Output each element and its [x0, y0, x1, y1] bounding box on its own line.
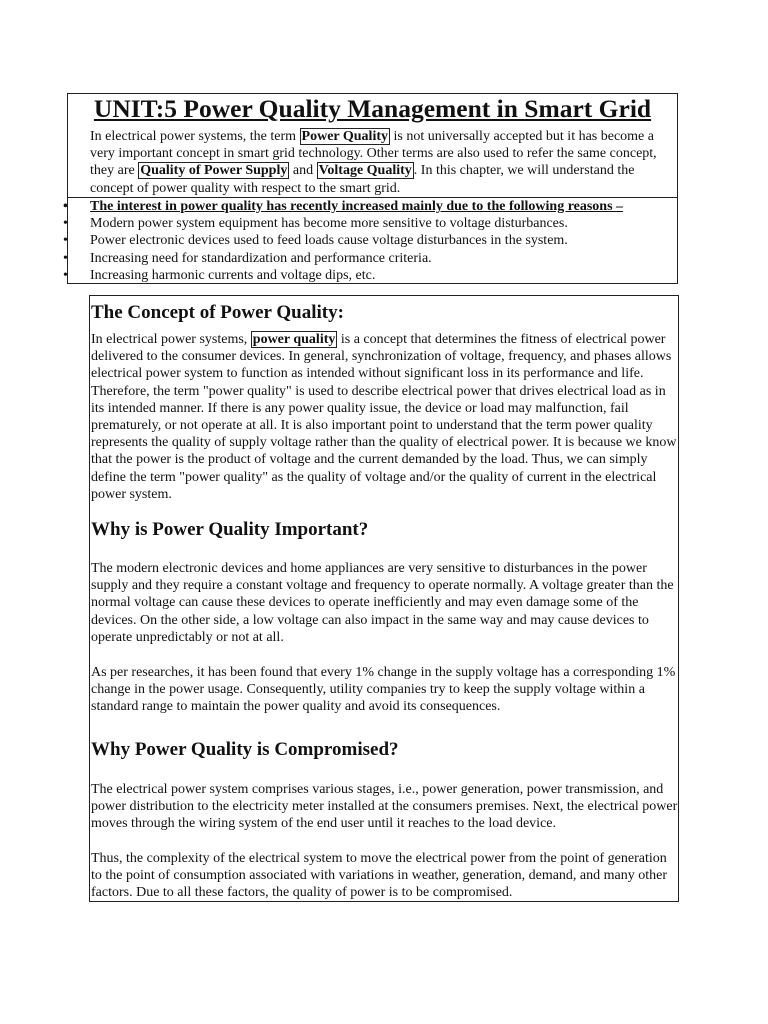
term-power-quality: Power Quality: [301, 129, 389, 144]
content-box: [89, 295, 679, 902]
important-paragraph-2: As per researches, it has been found that every 1% change in the supply voltage has a corresponding 1% change in the power usage. Consequently, utility companies try to keep the supply voltage within a standard range to maintain the power quality and avoid its consequences.: [91, 665, 676, 715]
list-item: [63, 232, 677, 249]
list-item: [63, 215, 677, 232]
reason-text: Increasing need for standardization and performance criteria.: [90, 250, 432, 266]
intro-paragraph: [90, 128, 680, 197]
compromised-heading: Why Power Quality is Compromised?: [91, 739, 399, 760]
bullet-icon: •: [63, 233, 68, 249]
intro-text-1: In electrical power systems, the term: [90, 129, 300, 144]
reasons-lead-item: [63, 198, 677, 215]
important-paragraph-1: The modern electronic devices and home appliances are very sensitive to disturbances in the power supply and they require a constant voltage and frequency to operate normally. A voltage greater than the normal voltage can cause these devices to operate inefficiently and may even damage some of the devices. On the other side, a low voltage can also impact in the same way and may cause devices to operate unpredictably or not at all.: [91, 561, 674, 645]
reasons-list: [63, 197, 677, 284]
reason-text: Power electronic devices used to feed loads cause voltage disturbances in the system.: [90, 233, 568, 249]
concept-text-2: is a concept that determines the fitness of electrical power delivered to the consumer devices. In general, synchronization of voltage, frequency, and phases allows electrical power system to function as intended without significant loss in its performance and life. Therefore, the term "power quality" is used to describe electrical power that drives electrical load as in its intended manner. If there is any power quality issue, the device or load may malfunction, fail prematurely, or not operate at all. It is also important point to understand that the term power quality represents the quality of supply voltage rather than the quality of electrical power. It is because we know that the power is the product of voltage and the current demanded by the load. Thus, we can simply define the term "power quality" as the quality of voltage and/or the quality of current in the electrical power system.: [91, 332, 677, 502]
page-title: UNIT:5 Power Quality Management in Smart Grid: [93, 94, 652, 123]
list-item: [63, 250, 677, 267]
bullet-icon: •: [63, 199, 68, 214]
term-voltage-quality: Voltage Quality: [318, 163, 412, 179]
reason-text: Increasing harmonic currents and voltage dips, etc.: [90, 267, 376, 283]
bullet-icon: •: [63, 216, 68, 232]
intro-text-3: and: [289, 163, 317, 179]
term-power-quality-lower: power quality: [252, 332, 336, 347]
bullet-icon: •: [63, 250, 68, 266]
term-quality-of-power-supply: Quality of Power Supply: [140, 163, 288, 179]
concept-heading: The Concept of Power Quality:: [91, 302, 344, 323]
bullet-icon: •: [63, 267, 68, 283]
compromised-paragraph-2: Thus, the complexity of the electrical system to move the electrical power from the point of generation to the point of consumption associated with variations in weather, generation, demand, and many other factors. Due to all these factors, the quality of power is to be compromised.: [91, 851, 668, 901]
list-item: [63, 267, 677, 284]
concept-paragraph: [91, 331, 679, 503]
important-heading: Why is Power Quality Important?: [91, 519, 369, 540]
reason-text: Modern power system equipment has become more sensitive to voltage disturbances.: [90, 216, 568, 232]
intro-text-2: is not universally accepted but it has become a very important concept in smart grid technology. Other terms are also used to refer the same concept, they are: [90, 129, 657, 179]
reasons-lead-text: The interest in power quality has recently increased mainly due to the following reasons –: [90, 199, 624, 214]
intro-text-4: . In this chapter, we will understand the concept of power quality with respect to the smart grid.: [90, 163, 635, 196]
unit-header-box: [63, 93, 678, 284]
compromised-paragraph-1: The electrical power system comprises various stages, i.e., power generation, power transmission, and power distribution to the electricity meter installed at the consumers premises. Next, the electrical power moves through the wiring system of the end user until it reaches to the load device.: [91, 782, 678, 832]
concept-text-1: In electrical power systems,: [91, 332, 251, 347]
